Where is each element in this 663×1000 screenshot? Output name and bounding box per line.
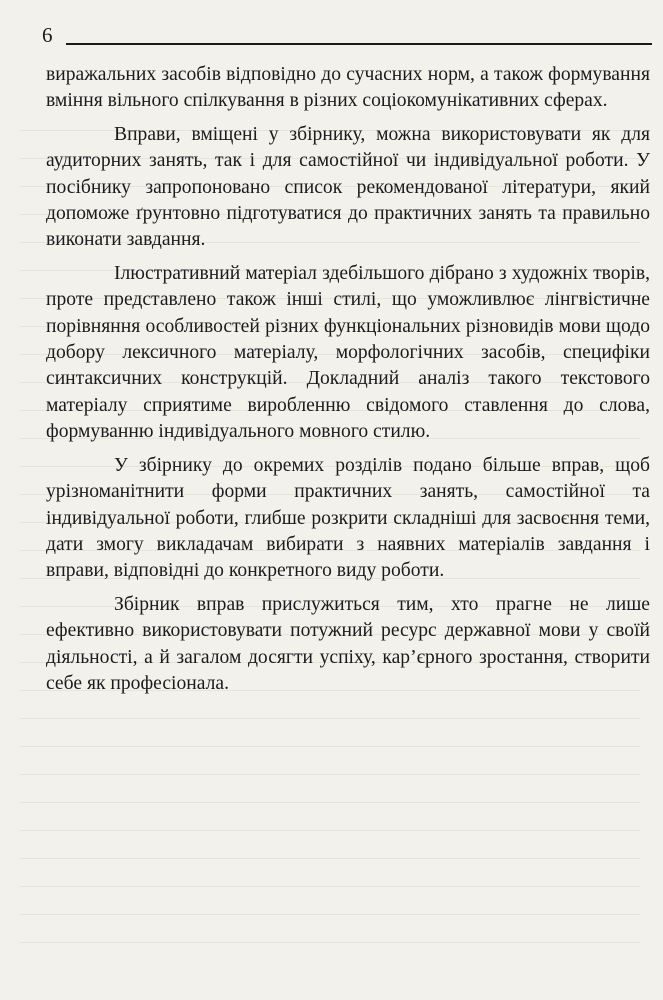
page-number: 6	[42, 23, 53, 47]
header-rule	[66, 43, 652, 45]
paragraph-exercises-usage: Вправи, вміщені у збірнику, можна використовувати як для аудиторних занять, так і для самостійної чи індивідуальної роботи. У посібнику запропоновано список рекомендованої літератури, який допоможе ґрунтовно підготуватися до практичних занять та правильно виконати завдання.	[46, 123, 650, 251]
paragraph-audience: Збірник вправ прислужиться тим, хто прагне не лише ефективно використовувати потужний ресурс державної мови у своїй діяльності, а й загалом досягти успіху, кар’єрного зростання, створити себе як професіонала.	[46, 593, 650, 694]
body-text	[46, 62, 650, 704]
paragraph-additional-exercises: У збірнику до окремих розділів подано більше вправ, щоб урізноманітнити форми практичних занять, самостійної та індивідуальної роботи, глибше розкрити складніші для засвоєння теми, дати змогу викладачам вибирати з наявних матеріалів завдання і вправи, відповідні до конкретного виду роботи.	[46, 454, 650, 582]
paragraph-illustrative-material: Ілюстративний матеріал здебільшого дібрано з художніх творів, проте представлено також інші стилі, що уможливлює лінгвістичне порівняння особливостей різних функціональних різновидів мови щодо добору лексичного матеріалу, морфологічних засобів, специфіки синтаксичних конструкцій. Докладний аналіз такого текстового матеріалу сприятиме виробленню свідомого ставлення до слова, формуванню індивідуального мовного стилю.	[46, 262, 650, 443]
paragraph-continuation: виражальних засобів відповідно до сучасних норм, а також формування вміння вільного спілкування в різних соціокомунікативних сферах.	[46, 64, 650, 112]
page-header	[42, 22, 652, 52]
